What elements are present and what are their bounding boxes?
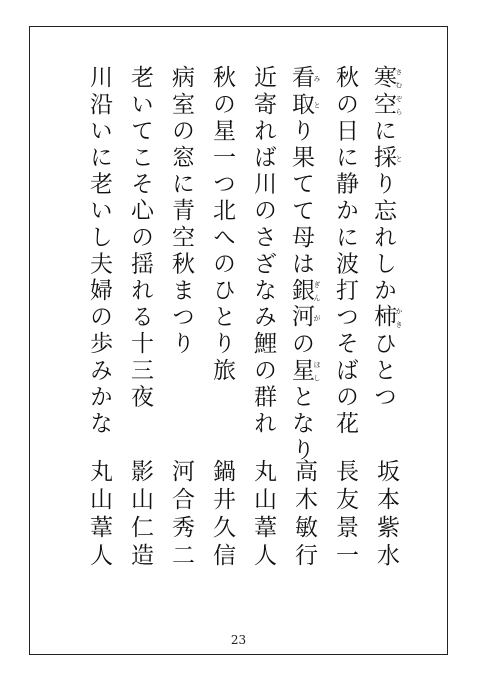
- verse-kanji-with-reading: 看 み: [288, 65, 321, 92]
- haiku-verse: [328, 65, 362, 437]
- haiku-verse: [205, 65, 239, 384]
- verse-text: となり: [288, 384, 314, 465]
- verse-text: 川沿いに老いし夫婦の歩みかな: [86, 65, 112, 438]
- haiku-author: 丸山葦人: [250, 459, 276, 571]
- furigana-reading: と: [395, 144, 403, 172]
- page-frame: [29, 26, 448, 655]
- verse-text: 秋の星一つ北へのひとり旅: [209, 65, 235, 385]
- verse-text: 秋の日に静かに波打つそばの花: [332, 65, 358, 438]
- furigana-reading: ぞら: [395, 91, 403, 119]
- haiku-verse: [369, 65, 403, 411]
- haiku-author: 鍋井久信: [209, 459, 235, 571]
- furigana-reading: かき: [395, 304, 403, 332]
- verse-kanji-with-reading: 取 と: [288, 91, 321, 119]
- haiku-author: 坂本紫水: [373, 459, 399, 571]
- haiku-verse: [82, 65, 116, 437]
- haiku-author: 河合秀二: [168, 459, 194, 571]
- verse-text: 病室の窓に青空秋まつり: [168, 65, 194, 358]
- haiku-author: 高木敏行: [291, 459, 317, 571]
- verse-kanji-with-reading: 星 ほし: [288, 357, 321, 385]
- haiku-verse: [246, 65, 280, 437]
- verse-text: 近寄れば川のさざなみ鯉の群れ: [250, 65, 276, 438]
- verse-kanji-with-reading: 採 と: [370, 144, 403, 172]
- verse-text: の: [288, 331, 314, 358]
- page-number: 23: [230, 633, 247, 647]
- verse-text: り忘れしか: [370, 171, 396, 305]
- furigana-reading: ぎん: [313, 277, 321, 305]
- furigana-reading: ほし: [313, 357, 321, 385]
- verse-text: ひとつ: [370, 331, 396, 411]
- verse-kanji-with-reading: 銀 ぎん: [288, 277, 321, 305]
- haiku-author: 丸山葦人: [86, 459, 112, 571]
- verse-kanji-with-reading: 寒 さむ: [370, 65, 403, 92]
- furigana-reading: み: [313, 65, 321, 92]
- verse-text: 老いてこそ心の揺れる十三夜: [127, 65, 153, 411]
- verse-text: り果てて母は: [288, 118, 314, 278]
- haiku-author: 影山仁造: [127, 459, 153, 571]
- haiku-author: 長友景一: [332, 459, 358, 571]
- haiku-verse: [123, 65, 157, 411]
- furigana-reading: と: [313, 91, 321, 119]
- verse-kanji-with-reading: 柿 かき: [370, 304, 403, 332]
- verse-kanji-with-reading: 河 が: [288, 304, 321, 332]
- verse-text: に: [370, 118, 396, 145]
- haiku-verse: [287, 65, 321, 464]
- furigana-reading: さむ: [395, 65, 403, 92]
- verse-kanji-with-reading: 空 ぞら: [370, 91, 403, 119]
- furigana-reading: が: [313, 304, 321, 332]
- haiku-verse: [164, 65, 198, 358]
